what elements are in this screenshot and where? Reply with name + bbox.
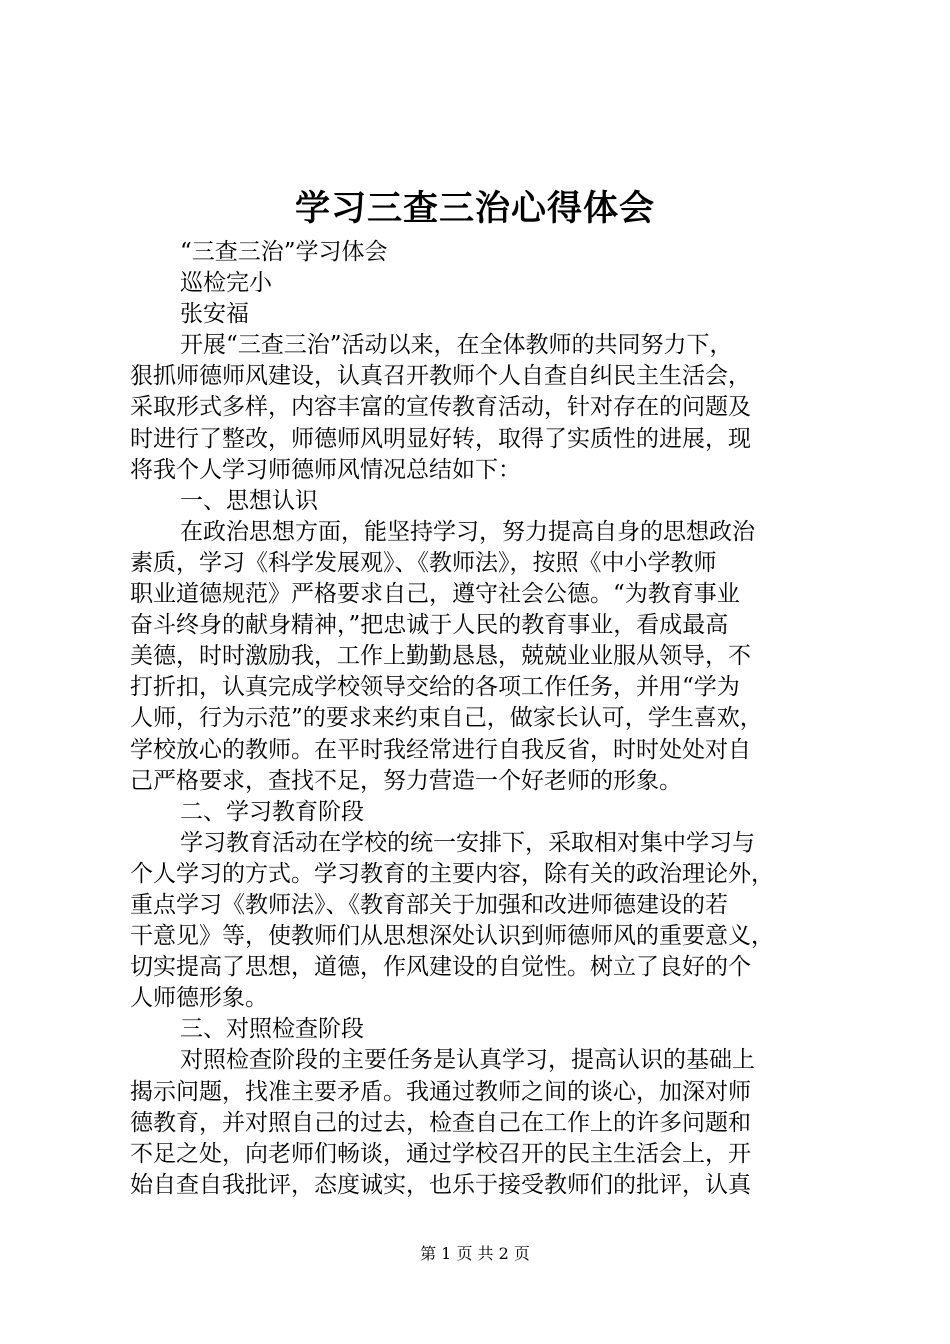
text-line: 巡检完小 [180, 270, 272, 297]
text-line: 狠抓师德师风建设，认真召开教师个人自查自纠民主生活会， [130, 363, 751, 390]
text-line: 张安福 [180, 301, 249, 328]
text-line: 学校放心的教师。在平时我经常进行自我反省，时时处处对自 [130, 736, 751, 763]
text-line: “三查三治”学习体会 [180, 239, 388, 265]
text-line: 学习教育活动在学校的统一安排下，采取相对集中学习与 [180, 829, 755, 856]
section-heading: 一、思想认识 [180, 487, 318, 514]
text-line: 开展“三查三治”活动以来，在全体教师的共同努力下， [180, 332, 733, 359]
text-line: 采取形式多样，内容丰富的宣传教育活动，针对存在的问题及 [130, 394, 751, 421]
document-title: 学习三查三治心得体会 [294, 188, 655, 229]
text-line: 己严格要求，查找不足，努力营造一个好老师的形象。 [130, 767, 682, 794]
text-line: 干意见》等，使教师们从思想深处认识到师德师风的重要意义， [130, 923, 774, 950]
text-line: 人师，行为示范”的要求来约束自己，做家长认可，学生喜欢， [130, 705, 763, 732]
section-heading: 三、对照检查阶段 [180, 1016, 364, 1043]
text-line: 切实提高了思想，道德，作风建设的自觉性。树立了良好的个 [130, 954, 751, 981]
text-line: 打折扣，认真完成学校领导交给的各项工作任务，并用“学为 [130, 674, 740, 701]
document-body [130, 237, 830, 1201]
page-number-footer: 第 1 页 共 2 页 [420, 1244, 530, 1263]
text-line: 不足之处，向老师们畅谈，通过学校召开的民主生活会上，开 [130, 1140, 751, 1167]
text-line: 重点学习《教师法》、《教育部关于加强和改进师德建设的若 [130, 891, 728, 918]
text-line: 揭示问题，找准主要矛盾。我通过教师之间的谈心，加深对师 [130, 1078, 751, 1105]
text-line: 始自查自我批评，态度诚实，也乐于接受教师们的批评，认真 [130, 1171, 751, 1198]
text-line: 对照检查阶段的主要任务是认真学习，提高认识的基础上 [180, 1047, 755, 1074]
text-line: 在政治思想方面，能坚持学习，努力提高自身的思想政治 [180, 518, 755, 545]
text-line: 个人学习的方式。学习教育的主要内容，除有关的政治理论外， [130, 860, 774, 887]
text-line: 美德，时时激励我，工作上勤勤恳恳，兢兢业业服从领导，不 [130, 643, 751, 670]
text-line: 奋斗终身的献身精神，”把忠诚于人民的教育事业，看成最高 [130, 612, 729, 639]
section-heading: 二、学习教育阶段 [180, 798, 364, 825]
text-line: 时进行了整改，师德师风明显好转，取得了实质性的进展，现 [130, 425, 751, 452]
text-line: 德教育，并对照自己的过去，检查自己在工作上的许多问题和 [130, 1109, 751, 1136]
text-line: 职业道德规范》严格要求自己，遵守社会公德。“为教育事业 [130, 581, 740, 608]
text-line: 人师德形象。 [130, 985, 268, 1012]
text-line: 素质，学习《科学发展观》、《教师法》，按照《中小学教师 [130, 549, 717, 576]
text-line: 将我个人学习师德师风情况总结如下： [130, 456, 521, 483]
